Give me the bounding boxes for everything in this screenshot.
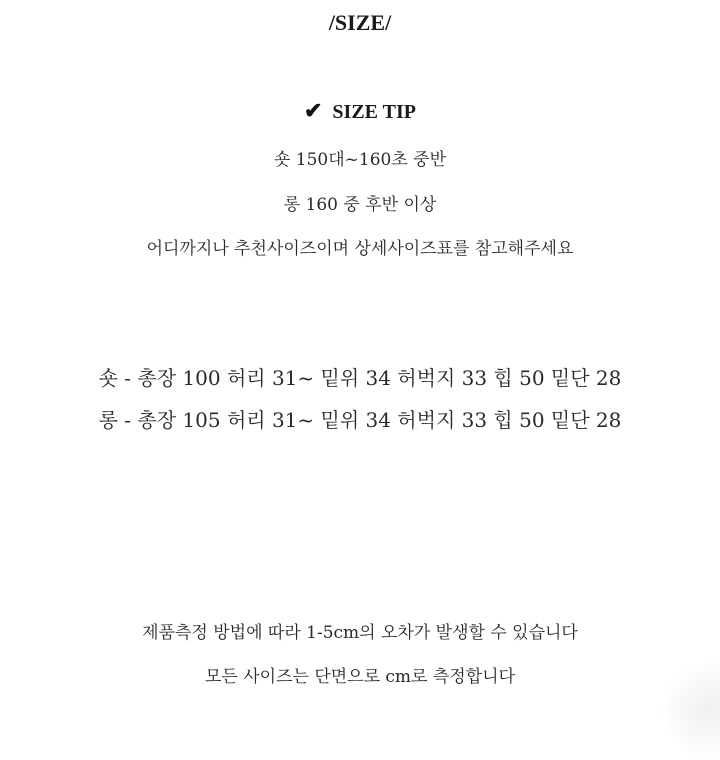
size-row-short: 숏 - 총장 100 허리 31~ 밑위 34 허벅지 33 힙 50 밑단 28 [98, 366, 622, 390]
measurement-method-note: 모든 사이즈는 단면으로 cm로 측정합니다 [204, 667, 515, 687]
check-icon: ✔ [303, 98, 323, 123]
tip-reference-note: 어디까지나 추천사이즈이며 상세사이즈표를 참고해주세요 [146, 239, 574, 259]
size-row-long: 롱 - 총장 105 허리 31~ 밑위 34 허벅지 33 힙 50 밑단 28 [98, 408, 622, 432]
measurement-tolerance-note: 제품측정 방법에 따라 1-5cm의 오차가 발생할 수 있습니다 [142, 623, 578, 643]
page-title: /SIZE/ [328, 10, 392, 35]
tip-long-recommendation: 롱 160 중 후반 이상 [283, 195, 437, 215]
size-tip-heading [0, 98, 720, 124]
size-tip-label: SIZE TIP [332, 101, 416, 123]
tip-short-recommendation: 숏 150대~160초 중반 [273, 150, 447, 170]
